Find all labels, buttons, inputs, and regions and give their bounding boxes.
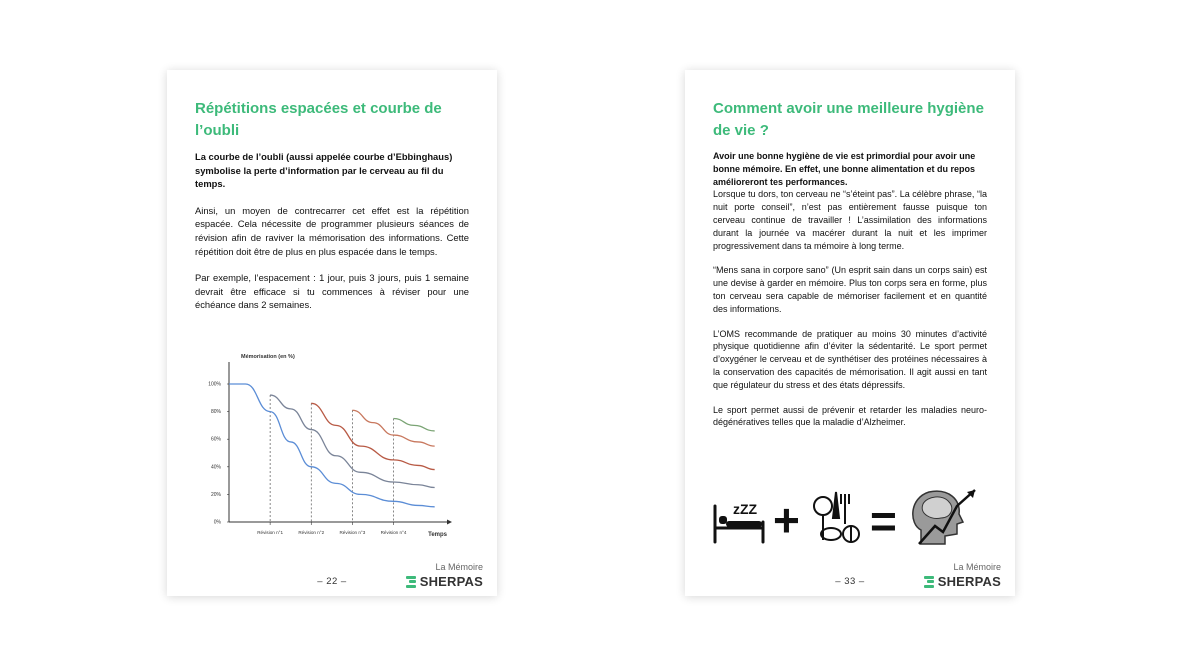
body-paragraph: Par exemple, l’espacement : 1 jour, puis 3 jours, puis 1 semaine devrait être efficace si tu commences à réviser pour une échéance dans 2 semaines. [195,272,469,311]
brand-logo [924,574,1001,589]
page-number: – 22 – [317,576,347,587]
body-paragraph: Ainsi, un moyen de contrecarrer cet effet est la répétition espacée. Cela nécessite de programmer plusieurs séances de révision afin de raviver la mémorisation des informations. Cette répétition doit être de plus en plus espacée dans le temps. [195,204,469,257]
x-tick-label: Révision n°2 [298,530,325,535]
y-tick-label: 0% [213,519,221,526]
x-tick-label: Révision n°4 [380,530,407,535]
brand-mark-icon [406,576,416,588]
lead-paragraph: La courbe de l’oubli (aussi appelée courbe d’Ebbinghaus) symbolise la perte d’information par le cerveau au fil du temps. [195,151,453,190]
body-paragraph: Le sport permet aussi de prévenir et retarder les maladies neuro-dégénératives telles que la maladie d’Alzheimer. [713,404,987,428]
right-page [685,70,1015,596]
body-paragraph: “Mens sana in corpore sano” (Un esprit sain dans un corps sain) est une devise à garder en mémoire. Plus ton corps sera en forme, plus ton cerveau sera capable de mémoriser facilement et en quantité des informations. [713,265,987,314]
equals-sign: = [870,495,897,547]
food-and-sport-icon [814,492,859,542]
brand-name: SHERPAS [419,574,483,589]
page-title: Comment avoir une meilleure hygiène de vie ? [713,100,984,139]
body-paragraph: Lorsque tu dors, ton cerveau ne “s’éteint pas”. La célèbre phrase, “la nuit porte conseil”, n’est pas entièrement fausse puisque ton cerveau continue de travailler ! L’assimilation des informations durant la journée va macérer durant la nuit et les imprimer progressivement dans ta mémoire à long terme. [713,189,987,251]
y-tick-label: 100% [208,381,221,388]
y-tick-label: 20% [210,491,221,498]
x-tick-label: Révision n°3 [339,530,366,535]
left-page [167,70,497,596]
y-tick-label: 40% [210,464,221,471]
sleep-zzz-text: zZZ [733,501,758,517]
y-tick-label: 80% [210,409,221,416]
brand-mark-icon [924,576,934,588]
brain-growth-icon [913,490,975,544]
plus-sign: + [773,494,800,546]
series-line-1 [229,384,435,507]
body-paragraph: L’OMS recommande de pratiquer au moins 30 minutes d’activité physique quotidienne afin d’éviter la sédentarité. Le sport permet d’oxygéner le cerveau et de synthétiser des protéines nécessaires à la conservation des capacités de mémorisation. Il agit aussi en tant que régulateur du stress et des états dépressifs. [713,328,987,390]
brand-logo [406,574,483,589]
y-tick-label: 60% [210,436,221,443]
section-label: La Mémoire [435,562,483,572]
page-title: Répétitions espacées et courbe de l’oubli [195,100,442,139]
chart-title: Mémorisation (en %) [241,354,295,360]
forgetting-curve-chart [195,348,455,548]
sleep-plus-food-equals-brain-illustration [713,484,987,550]
x-axis-arrow [447,520,452,525]
x-tick-label: Révision n°1 [257,530,284,535]
brand-name: SHERPAS [937,574,1001,589]
lead-paragraph: Avoir une bonne hygiène de vie est primordial pour avoir une bonne mémoire. En effet, une bonne alimentation et du repos amélioreront tes performances. [713,151,976,187]
page-number: – 33 – [835,576,865,587]
x-axis-label: Temps [428,532,447,538]
section-label: La Mémoire [953,562,1001,572]
series-line-5 [394,419,435,431]
series-line-3 [311,403,434,469]
